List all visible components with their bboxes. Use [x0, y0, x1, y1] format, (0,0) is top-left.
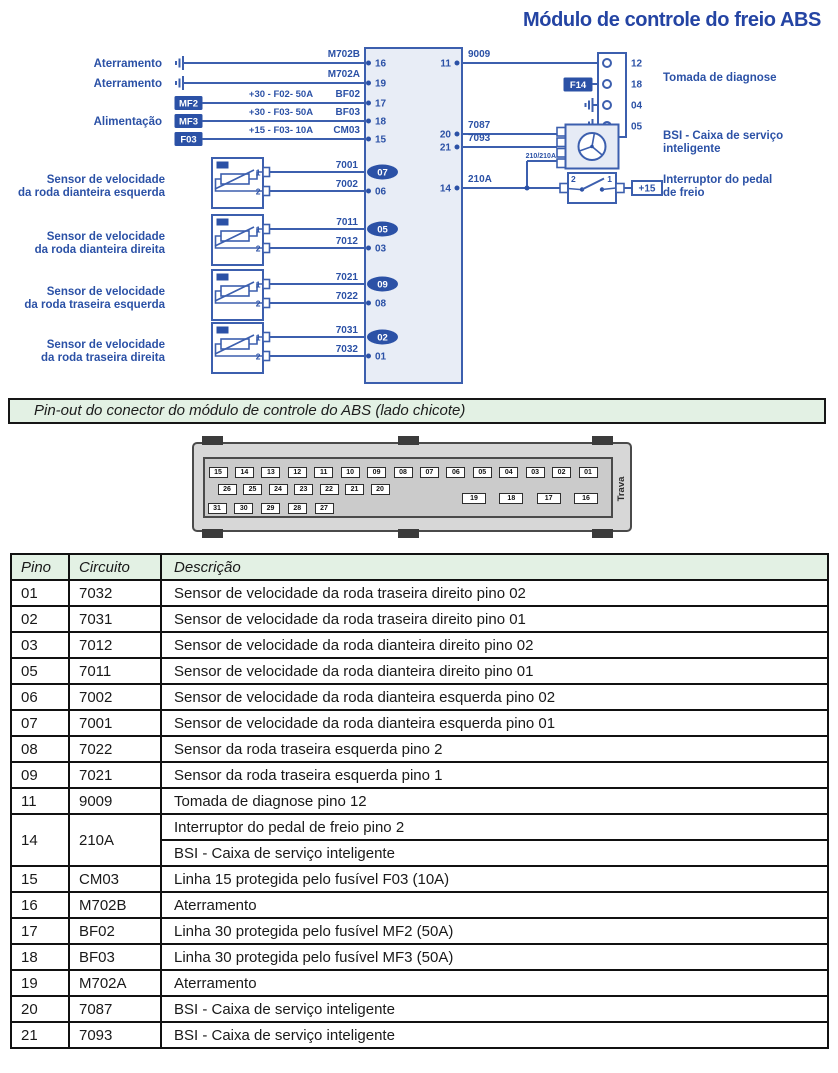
module-pin-number: 16	[375, 58, 387, 70]
sensor-terminal: 1	[255, 167, 261, 178]
wire-label: CM03	[333, 125, 360, 136]
connector-pin: 29	[261, 503, 280, 514]
switch-terminal: 1	[607, 174, 612, 184]
wire-label: 7031	[335, 325, 358, 336]
pin-cell: 19	[11, 970, 69, 996]
connector-pin: 12	[288, 467, 307, 478]
connector-pin: 16	[574, 493, 598, 504]
connector-pin: 17	[537, 493, 561, 504]
connector-pin: 14	[235, 467, 254, 478]
connector-pin: 11	[314, 467, 333, 478]
table-row	[11, 606, 828, 632]
connector-pin: 22	[320, 484, 339, 495]
pin-cell: 7031	[69, 606, 161, 632]
sensor-rear-left	[24, 270, 398, 320]
pin-cell: 15	[11, 866, 69, 892]
module-pin-number: 08	[375, 298, 387, 310]
fuse-label: F14	[569, 80, 587, 91]
pin-cell: 02	[11, 606, 69, 632]
pin-cell: M702B	[69, 892, 161, 918]
plus15-label: +15	[638, 183, 656, 195]
descricao-cell: Sensor de velocidade da roda dianteira esquerda pino 02	[161, 684, 828, 710]
sensor-label: da roda traseira esquerda	[24, 299, 165, 311]
table-row	[11, 970, 828, 996]
sensor-label: Sensor de velocidade	[46, 286, 165, 298]
connector-tab	[398, 529, 419, 538]
pin-cell: 16	[11, 892, 69, 918]
table-row	[11, 892, 828, 918]
pin-cell: 08	[11, 736, 69, 762]
connector-pin: 13	[261, 467, 280, 478]
connector-pin: 24	[269, 484, 288, 495]
wire-label: 7093	[468, 133, 491, 144]
pin-cell: 17	[11, 918, 69, 944]
ground-label: Aterramento	[93, 78, 162, 90]
wire-label: 7032	[335, 344, 358, 355]
pin-cell: M702A	[69, 970, 161, 996]
table-row	[11, 1022, 828, 1048]
supply-row-f03	[175, 125, 387, 146]
connector-pin: 05	[473, 467, 492, 478]
descricao-cell: Tomada de diagnose pino 12	[161, 788, 828, 814]
pin-cell: BF03	[69, 944, 161, 970]
connector-pin: 19	[462, 493, 486, 504]
pin-cell: 18	[11, 944, 69, 970]
pin-cell: 07	[11, 710, 69, 736]
table-row	[11, 762, 828, 788]
descricao-cell: BSI - Caixa de serviço inteligente	[161, 996, 828, 1022]
table-row	[11, 684, 828, 710]
descricao-cell: Linha 30 protegida pelo fusível MF2 (50A)	[161, 918, 828, 944]
table-row	[11, 866, 828, 892]
pin-cell: 7032	[69, 580, 161, 606]
fuse-label: F03	[180, 134, 197, 146]
connector-tab	[202, 436, 223, 445]
sensor-front-left	[18, 158, 398, 208]
pin-cell: 7093	[69, 1022, 161, 1048]
connector-pin: 01	[579, 467, 598, 478]
table-row	[11, 710, 828, 736]
module-pin-number: 19	[375, 78, 387, 90]
wire-label: 7011	[336, 217, 358, 228]
pedal-label: de freio	[663, 187, 705, 199]
module-pin-number: 06	[375, 186, 387, 198]
connector-pin: 09	[367, 467, 386, 478]
sensor-label: Sensor de velocidade	[46, 339, 165, 351]
connector-tab	[592, 436, 613, 445]
wire-label: 7022	[335, 291, 358, 302]
sensor-terminal: 1	[255, 332, 261, 343]
sensor-terminal: 1	[255, 279, 261, 290]
connector-pin: 28	[288, 503, 307, 514]
sensor-label: Sensor de velocidade	[46, 231, 165, 243]
wire-label: 7002	[335, 179, 358, 190]
ground-icon	[586, 98, 599, 112]
fuse-label: MF2	[179, 98, 198, 110]
fuse-label: MF3	[179, 116, 198, 128]
sensor-rear-right	[41, 323, 398, 373]
connector-tab	[398, 436, 419, 445]
wiring-diagram	[0, 0, 838, 392]
pin-cell: 11	[11, 788, 69, 814]
diag-pin-number: 18	[631, 79, 643, 91]
connector-pin: 25	[243, 484, 262, 495]
descricao-cell: Sensor da roda traseira esquerda pino 2	[161, 736, 828, 762]
module-pin-number: 20	[439, 129, 451, 141]
sensor-label: Sensor de velocidade	[46, 174, 165, 186]
ground-icon	[176, 56, 183, 70]
header-circuito: Circuito	[69, 554, 161, 580]
table-row	[11, 658, 828, 684]
module-pin-number: 21	[439, 142, 451, 154]
connector-pin: 04	[499, 467, 518, 478]
sensor-label: da roda dianteira esquerda	[18, 187, 165, 199]
bsi-label: inteligente	[663, 143, 721, 155]
ground-row-2	[94, 69, 387, 90]
wire-label: 210A	[468, 174, 492, 185]
descricao-cell: BSI - Caixa de serviço inteligente	[161, 840, 828, 866]
diag-pin-number: 04	[631, 100, 643, 112]
descricao-cell: Sensor de velocidade da roda traseira direito pino 01	[161, 606, 828, 632]
pin-cell: CM03	[69, 866, 161, 892]
connector-graphic	[192, 442, 632, 532]
module-pin-number: 01	[375, 351, 387, 363]
connector-pin: 18	[499, 493, 523, 504]
wire-label: M702A	[327, 69, 360, 80]
module-pin-number: 11	[440, 58, 451, 70]
pin-cell: 7002	[69, 684, 161, 710]
module-pin-number: 03	[375, 243, 387, 255]
connector-pin: 30	[234, 503, 253, 514]
connector-pin: 15	[209, 467, 228, 478]
pedal-label: Interruptor do pedal	[663, 174, 773, 186]
table-row	[11, 580, 828, 606]
connector-pin: 20	[371, 484, 390, 495]
pin-cell: 9009	[69, 788, 161, 814]
header-descricao: Descrição	[161, 554, 828, 580]
power-label: Alimentação	[93, 116, 162, 128]
ground-label: Aterramento	[93, 58, 162, 70]
wire-label: 7087	[468, 120, 491, 131]
descricao-cell: Sensor de velocidade da roda traseira direito pino 02	[161, 580, 828, 606]
wire-spec: +30 - F03- 50A	[248, 107, 314, 118]
table-row	[11, 736, 828, 762]
connector-pin: 26	[218, 484, 237, 495]
module-pin-number: 15	[375, 134, 387, 146]
ground-row-1	[94, 49, 387, 70]
wire-label: 7012	[335, 236, 358, 247]
wire-label: M702B	[327, 49, 360, 60]
wire-spec: +15 - F03- 10A	[248, 125, 314, 136]
module-pin-oval: 09	[377, 279, 388, 291]
diag-pin-number: 12	[631, 58, 643, 70]
pin-cell: 7087	[69, 996, 161, 1022]
pinout-section-header-text: Pin-out do conector do módulo de controle do ABS (lado chicote)	[34, 402, 466, 419]
descricao-cell: Linha 30 protegida pelo fusível MF3 (50A)	[161, 944, 828, 970]
table-row	[11, 788, 828, 814]
pinout-table	[10, 553, 829, 1049]
pin-cell: 7011	[69, 658, 161, 684]
connector-pin: 02	[552, 467, 571, 478]
pin-cell: 09	[11, 762, 69, 788]
switch-terminal: 2	[571, 174, 576, 184]
pin-cell: 7001	[69, 710, 161, 736]
diag-label: Tomada de diagnose	[663, 72, 777, 84]
connector-pin: 07	[420, 467, 439, 478]
table-row	[11, 814, 828, 840]
descricao-cell: Aterramento	[161, 970, 828, 996]
connector-pin: 03	[526, 467, 545, 478]
ground-icon	[176, 76, 183, 90]
sensor-terminal: 2	[255, 351, 261, 362]
pin-cell: BF02	[69, 918, 161, 944]
table-row	[11, 632, 828, 658]
connector-pin: 10	[341, 467, 360, 478]
table-row	[11, 918, 828, 944]
wire-label: BF02	[335, 89, 360, 100]
table-header-row	[11, 554, 828, 580]
pin-cell: 20	[11, 996, 69, 1022]
bsi-icon	[579, 133, 606, 160]
connector-pin: 21	[345, 484, 364, 495]
pinout-section-header	[8, 398, 826, 424]
module-pin-oval: 07	[377, 167, 388, 179]
pin-cell: 7012	[69, 632, 161, 658]
pin-cell: 03	[11, 632, 69, 658]
connector-pin: 08	[394, 467, 413, 478]
connector-pin: 23	[294, 484, 313, 495]
sensor-label: da roda traseira direita	[41, 352, 165, 364]
descricao-cell: Aterramento	[161, 892, 828, 918]
branch-wire-label: 210/210A	[525, 153, 556, 160]
wire-label: BF03	[335, 107, 360, 118]
pin-cell: 14	[11, 814, 69, 866]
descricao-cell: Sensor da roda traseira esquerda pino 1	[161, 762, 828, 788]
header-pino: Pino	[11, 554, 69, 580]
connector-pin: 31	[208, 503, 227, 514]
bsi-label: BSI - Caixa de serviço	[663, 130, 784, 142]
wire-label: 9009	[468, 49, 491, 60]
sensor-front-right	[35, 215, 398, 265]
pin-cell: 05	[11, 658, 69, 684]
sensor-terminal: 2	[255, 243, 261, 254]
descricao-cell: BSI - Caixa de serviço inteligente	[161, 1022, 828, 1048]
module-pin-oval: 02	[377, 332, 388, 344]
pin-cell: 7022	[69, 736, 161, 762]
module-pin-number: 18	[375, 116, 387, 128]
connector-tab	[202, 529, 223, 538]
pin-cell: 06	[11, 684, 69, 710]
page-title: Módulo de controle do freio ABS	[523, 9, 821, 31]
connector-tab	[592, 529, 613, 538]
wire-label: 7001	[335, 160, 358, 171]
descricao-cell: Sensor de velocidade da roda dianteira direito pino 01	[161, 658, 828, 684]
module-pin-number: 17	[375, 98, 387, 110]
pin-cell: 210A	[69, 814, 161, 866]
pedal-switch-group	[440, 173, 772, 203]
sensor-terminal: 2	[255, 298, 261, 309]
sensor-terminal: 1	[255, 224, 261, 235]
module-pin-number: 14	[439, 183, 451, 195]
sensor-terminal: 2	[255, 186, 261, 197]
diag-pin-number: 05	[631, 121, 643, 133]
connector-pin: 27	[315, 503, 334, 514]
pin-cell: 21	[11, 1022, 69, 1048]
descricao-cell: Sensor de velocidade da roda dianteira esquerda pino 01	[161, 710, 828, 736]
wire-label: 7021	[335, 272, 358, 283]
connector-lock-label: Trava	[616, 476, 627, 502]
descricao-cell: Linha 15 protegida pelo fusível F03 (10A)	[161, 866, 828, 892]
pin-cell: 7021	[69, 762, 161, 788]
wire-spec: +30 - F02- 50A	[248, 89, 314, 100]
pin-cell: 01	[11, 580, 69, 606]
descricao-cell: Sensor de velocidade da roda dianteira direito pino 02	[161, 632, 828, 658]
table-row	[11, 996, 828, 1022]
connector-pin: 06	[446, 467, 465, 478]
descricao-cell: Interruptor do pedal de freio pino 2	[161, 814, 828, 840]
sensor-label: da roda dianteira direita	[34, 244, 165, 256]
table-row	[11, 944, 828, 970]
module-pin-oval: 05	[377, 224, 388, 236]
